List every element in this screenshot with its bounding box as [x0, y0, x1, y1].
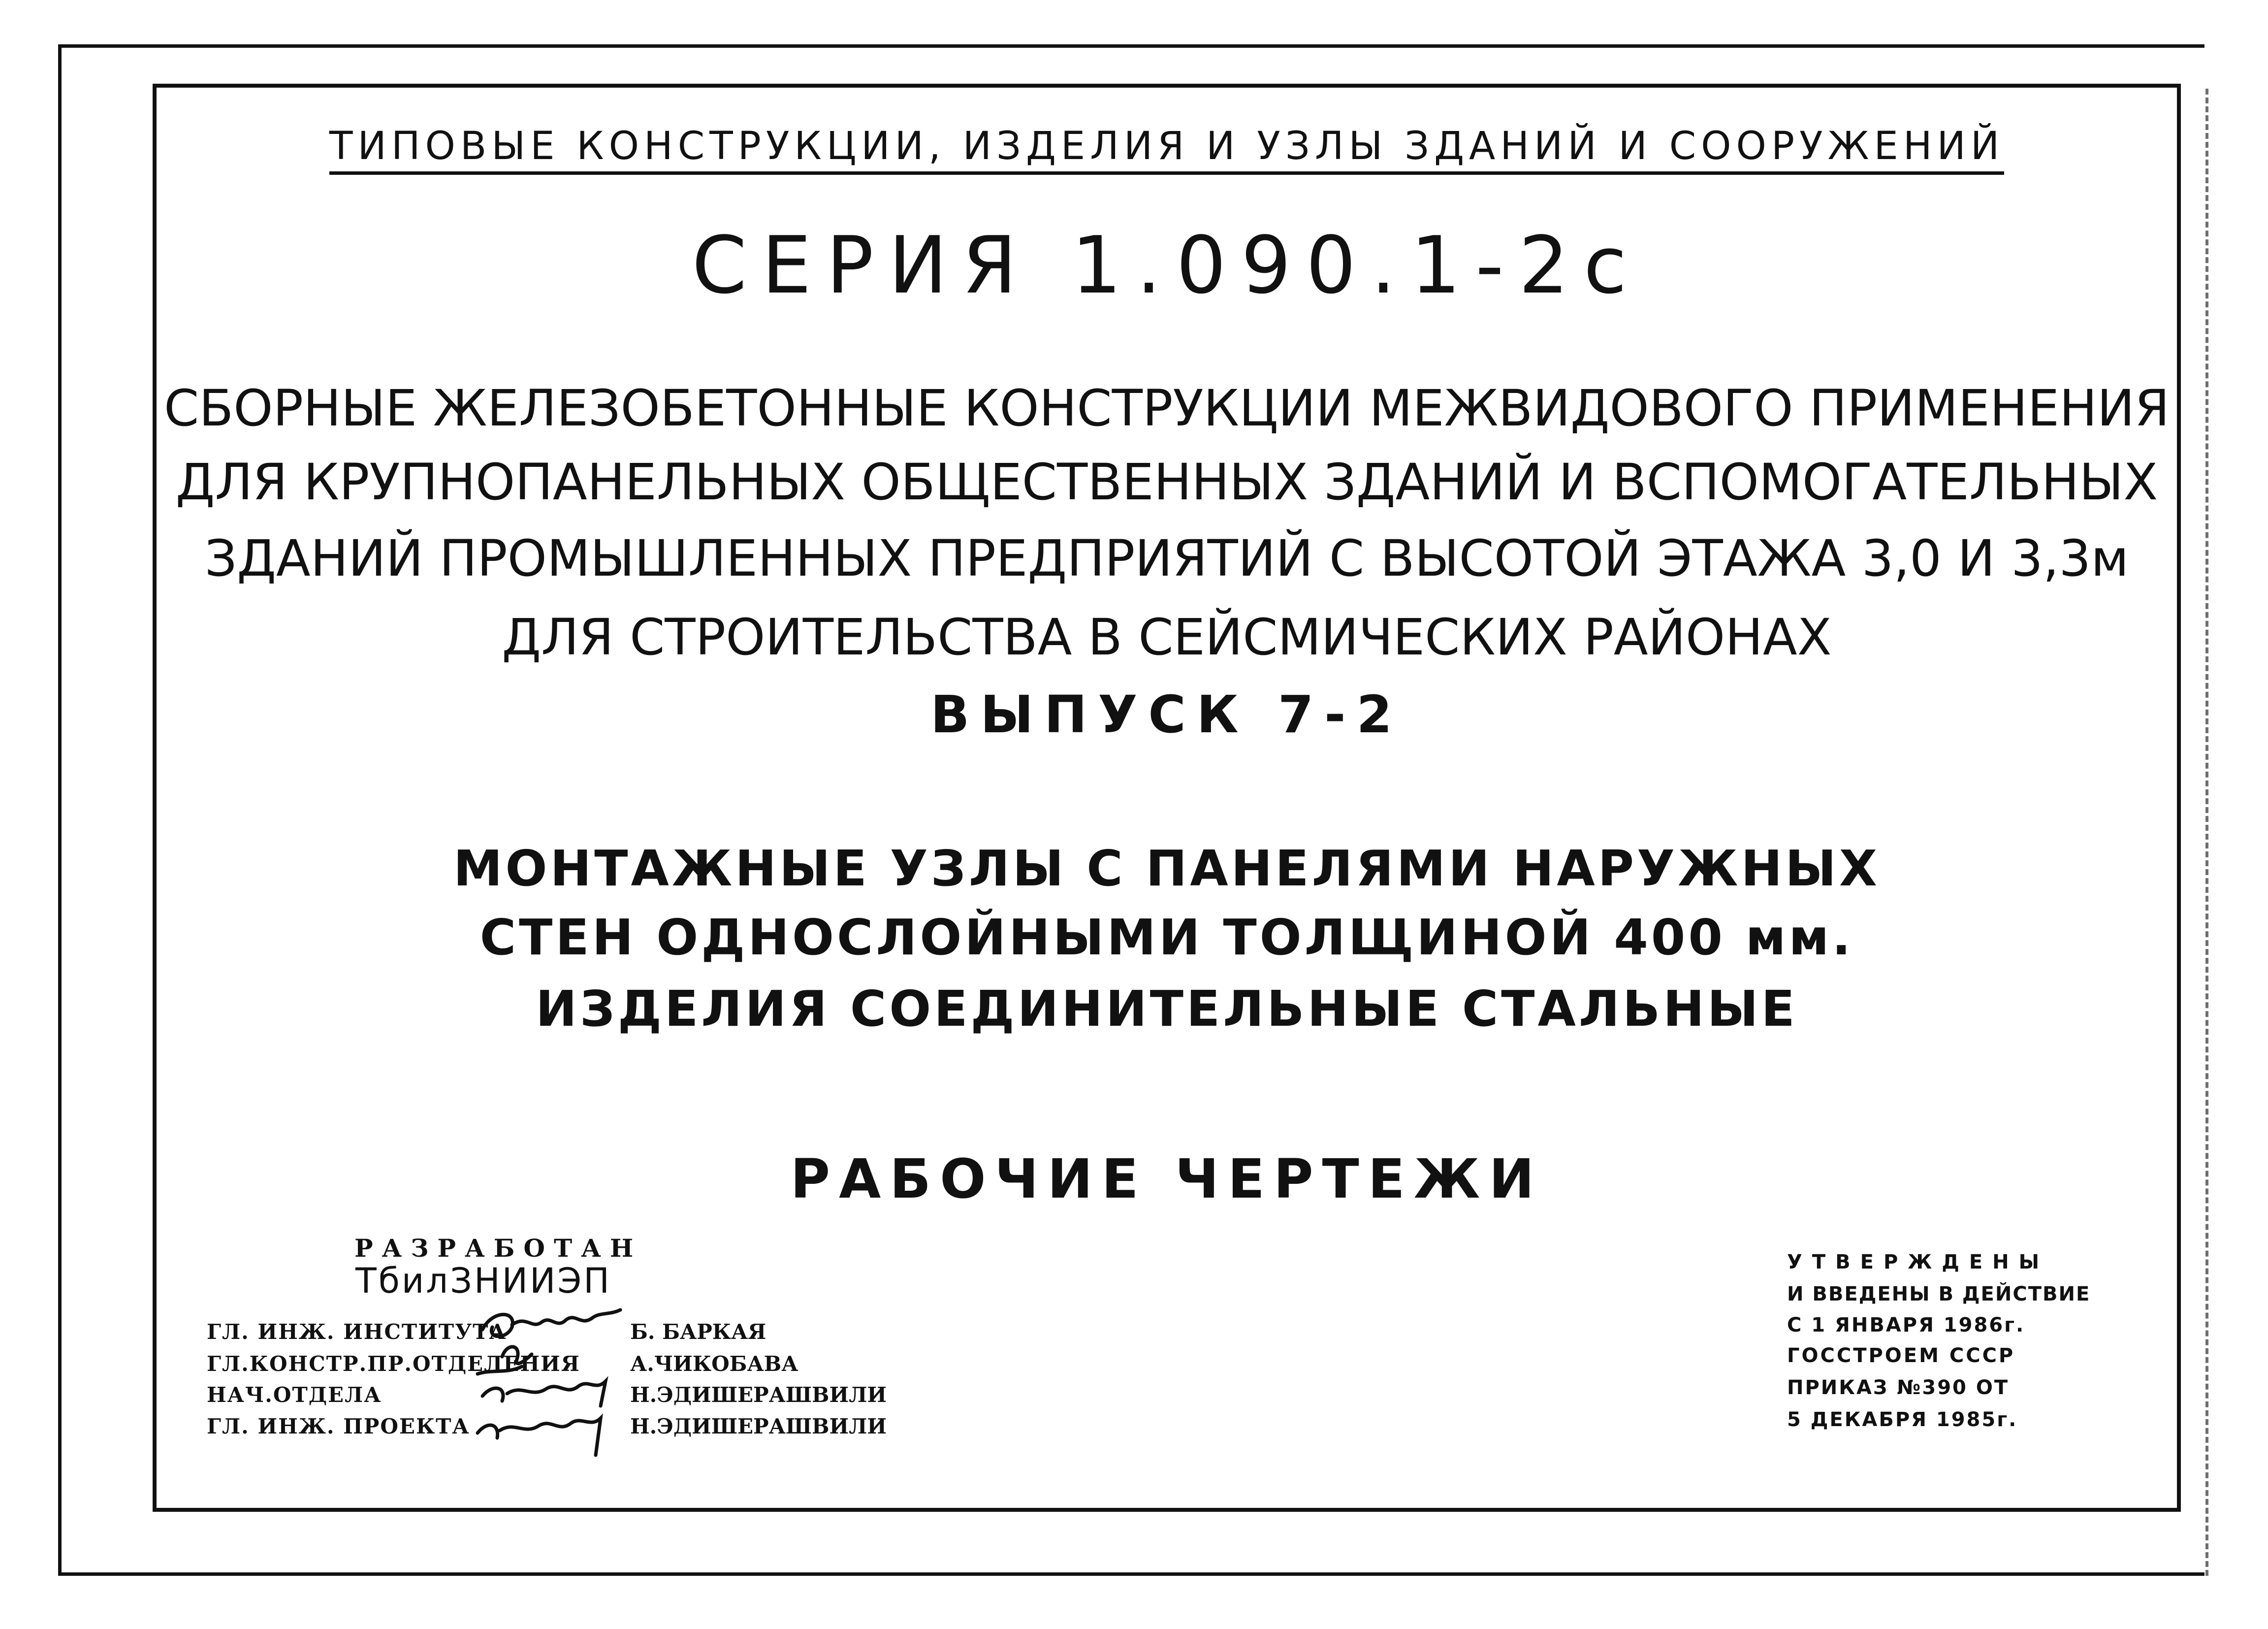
approval-line-5: ПРИКАЗ №390 ОТ — [1787, 1376, 2010, 1399]
subtitle-line-1: МОНТАЖНЫЕ УЗЛЫ С ПАНЕЛЯМИ НАРУЖНЫХ — [453, 840, 1880, 897]
signatory-name-1: Б. БАРКАЯ — [630, 1320, 767, 1344]
signatures-image — [473, 1300, 635, 1458]
subtitle-line-3: ИЗДЕЛИЯ СОЕДИНИТЕЛЬНЫЕ СТАЛЬНЫЕ — [536, 980, 1798, 1038]
document-header — [153, 124, 2181, 168]
approval-line-3: С 1 ЯНВАРЯ 1986г. — [1787, 1314, 2025, 1336]
approval-line-4: ГОССТРОЕМ СССР — [1787, 1344, 2015, 1367]
signatory-role-1: ГЛ. ИНЖ. ИНСТИТУТА — [207, 1320, 507, 1344]
title-line-4: ДЛЯ СТРОИТЕЛЬСТВА В СЕЙСМИЧЕСКИХ РАЙОНАХ — [502, 608, 1832, 667]
signatory-name-4: Н.ЭДИШЕРАШВИЛИ — [630, 1414, 887, 1438]
approval-line-2: И ВВЕДЕНЫ В ДЕЙСТВИЕ — [1787, 1283, 2091, 1305]
signatory-name-2: А.ЧИКОБАВА — [630, 1352, 799, 1376]
subtitle-line-2: СТЕН ОДНОСЛОЙНЫМИ ТОЛЩИНОЙ 400 мм. — [479, 909, 1854, 966]
developer-organization: ТбилЗНИИЭП — [355, 1261, 611, 1301]
signatory-role-4: ГЛ. ИНЖ. ПРОЕКТА — [207, 1414, 470, 1438]
approval-line-1: УТВЕРЖДЕНЫ — [1787, 1251, 2049, 1273]
approval-line-6: 5 ДЕКАБРЯ 1985г. — [1787, 1408, 2018, 1431]
header-text: ТИПОВЫЕ КОНСТРУКЦИИ, ИЗДЕЛИЯ И УЗЛЫ ЗДАНИЙ И СООРУЖЕНИЙ — [329, 124, 2004, 175]
title-line-2: ДЛЯ КРУПНОПАНЕЛЬНЫХ ОБЩЕСТВЕННЫХ ЗДАНИЙ И ВСПОМОГАТЕЛЬНЫХ — [175, 453, 2158, 512]
signatory-role-3: НАЧ.ОТДЕЛА — [207, 1383, 382, 1407]
signatory-role-2: ГЛ.КОНСТР.ПР.ОТДЕЛЕНИЯ — [207, 1352, 580, 1376]
signatory-name-3: Н.ЭДИШЕРАШВИЛИ — [630, 1383, 887, 1407]
title-line-1: СБОРНЫЕ ЖЕЛЕЗОБЕТОННЫЕ КОНСТРУКЦИИ МЕЖВИДОВОГО ПРИМЕНЕНИЯ — [164, 379, 2170, 438]
developer-label: РАЗРАБОТАН — [354, 1234, 642, 1263]
working-drawings-label: РАБОЧИЕ ЧЕРТЕЖИ — [790, 1147, 1543, 1210]
issue-number: ВЫПУСК 7-2 — [930, 684, 1403, 745]
series-title: СЕРИЯ 1.090.1-2с — [692, 219, 1642, 311]
title-line-3: ЗДАНИЙ ПРОМЫШЛЕННЫХ ПРЕДПРИЯТИЙ С ВЫСОТОЙ ЭТАЖА 3,0 И 3,3м — [204, 529, 2129, 588]
outer-frame-right-edge — [2205, 89, 2211, 1576]
